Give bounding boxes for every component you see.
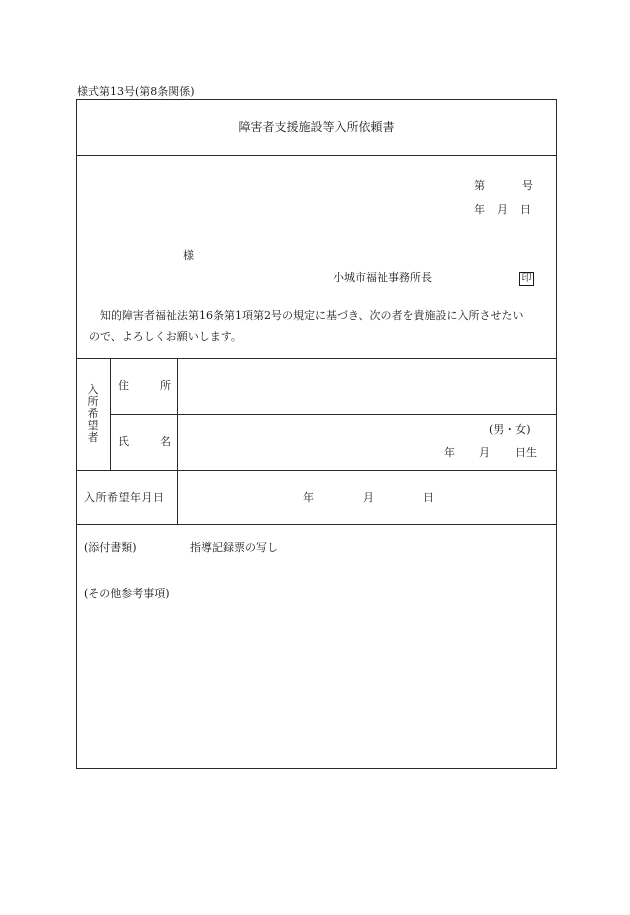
other-notes-label: (その他参考事項)	[84, 587, 170, 600]
name-label-2: 名	[160, 435, 171, 448]
desired-date-year: 年	[303, 491, 314, 504]
number-label: 第	[474, 179, 485, 192]
name-label-1: 氏	[118, 435, 129, 448]
applicant-group-label: 入所希望者	[87, 383, 99, 444]
address-label-2: 所	[160, 379, 171, 392]
desired-date-day: 日	[423, 491, 434, 504]
attachments-value: 指導記録票の写し	[190, 541, 278, 554]
other-notes-field[interactable]	[77, 605, 556, 767]
sender-name: 小城市福祉事務所長	[333, 271, 432, 284]
date-year: 年	[474, 203, 485, 216]
date-day: 日	[520, 203, 531, 216]
date-month: 月	[497, 203, 508, 216]
addressee-suffix: 様	[183, 249, 194, 262]
attachments-label: (添付書類)	[84, 541, 137, 554]
seal-mark: 印	[519, 272, 534, 286]
body-line-2: ので、よろしくお願いします。	[89, 330, 242, 343]
birth-day: 日生	[515, 446, 537, 459]
address-label-1: 住	[118, 379, 129, 392]
birth-year: 年	[444, 446, 455, 459]
number-suffix: 号	[522, 179, 533, 192]
birth-month: 月	[479, 446, 490, 459]
gender-selector[interactable]: (男・女)	[489, 423, 531, 436]
document-title: 障害者支援施設等入所依頼書	[238, 120, 395, 134]
desired-date-month: 月	[363, 491, 374, 504]
address-field[interactable]	[178, 359, 556, 414]
desired-date-label: 入所希望年月日	[84, 491, 165, 504]
form-number: 様式第13号(第8条関係)	[77, 85, 195, 98]
body-line-1: 知的障害者福祉法第16条第1項第2号の規定に基づき、次の者を貴施設に入所させたい	[100, 309, 524, 322]
